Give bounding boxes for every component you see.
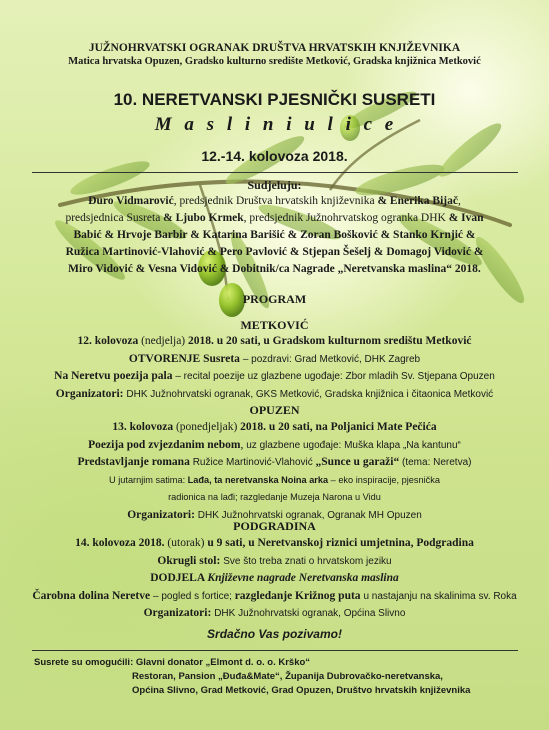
program-line-run: Književne nagrade [207, 572, 299, 584]
program-line [0, 332, 549, 350]
closing-invitation: Srdačno Vas pozivamo! [207, 627, 342, 641]
event-subtitle: M a s l i n i u l i c e [154, 114, 395, 135]
program-line-run: Okrugli stol: [157, 554, 224, 567]
program-line-run: Predstavljanje romana [77, 456, 193, 468]
participants-heading: Sudjeluju: [247, 178, 302, 192]
program-line-run: 2018. u 20 sati, u Gradskom kulturnom središtu Metković [188, 335, 472, 347]
program-line [0, 436, 549, 454]
program-line-run: (ponedjeljak) [175, 421, 241, 433]
participants-line-run: , predsjednik Društva hrvatskih književnika [173, 195, 378, 207]
participants-line [0, 193, 549, 210]
program-line-run: „Sunce u garaži“ [315, 456, 400, 468]
participants-line [0, 244, 549, 261]
sponsors-line-3: Općina Slivno, Grad Metković, Grad Opuzen, Društvo hrvatskih književnika [132, 685, 471, 696]
program-line-run: uz glazbene ugođaje: Muška klapa „Na kantunu“ [246, 439, 461, 451]
program-line-run: – pogled s fortice; [152, 590, 235, 602]
program-line [0, 453, 549, 471]
program-line-run: Neretvanska maslina [298, 572, 399, 584]
program-line-run: Na Neretvu poezija pala [54, 370, 176, 382]
program-line-run: u nastajanju na skalinima sv. Roka [363, 590, 517, 602]
section-place-podgradina: PODGRADINA [233, 519, 316, 533]
event-dates: 12.-14. kolovoza 2018. [201, 148, 348, 164]
program-line [0, 471, 549, 489]
program-line [0, 385, 549, 403]
divider-bottom [32, 650, 518, 651]
program-line-run: Organizatori: [127, 508, 198, 521]
program-line-run: (utorak) [167, 537, 208, 549]
program-line [0, 488, 549, 506]
section-opuzen [0, 418, 549, 523]
participants-line [0, 227, 549, 244]
participants-line [0, 261, 549, 278]
section-metkovic [0, 332, 549, 402]
program-line-run: (tema: Neretva) [399, 457, 472, 468]
program-line-run: – eko inspiracije, pjesnička [328, 474, 440, 485]
program-line-run: 14. kolovoza 2018. [75, 537, 168, 549]
participants-line-run: & Ljubo Krmek [163, 212, 244, 224]
participants-line-run: Đuro Vidmarović [88, 195, 174, 207]
participants-line-run: & Ivan [448, 212, 484, 224]
participants-line [0, 210, 549, 227]
section-place-metkovic: METKOVIĆ [240, 318, 309, 332]
participants-line-run: & Enerika Bijač [377, 195, 458, 207]
program-line-run: Poezija pod zvjezdanim nebom [88, 438, 241, 451]
program-line-run: U jutarnjim satima: [109, 474, 188, 485]
program-line-run: OTVORENJE Susreta [128, 352, 243, 365]
program-line-run: u 9 sati, u Neretvanskoj riznici umjetnina, Podgradina [207, 537, 474, 549]
sponsors-line-1: Susrete su omogućili: Glavni donator „Elmont d. o. o. Krško“ [34, 657, 311, 668]
program-line-run: DODJELA [150, 572, 208, 584]
program-line-run: DHK Južnohrvatski ogranak, Općina Slivno [214, 608, 406, 619]
program-line-run: Organizatori: [55, 387, 127, 400]
program-line-run: , [240, 438, 247, 451]
participants-line-run: , predsjednik Južnohrvatskog ogranka DHK [243, 212, 449, 224]
participants-line-run: predsjednica Susreta [65, 212, 164, 224]
program-line-run: 12. kolovoza [77, 335, 142, 347]
sponsors-line-2: Restoran, Pansion „Đuđa&Mate“, Županija Dubrovačko-neretvanska, [132, 671, 443, 682]
program-line-run: Organizatori: [143, 607, 215, 619]
program-line [0, 552, 549, 570]
divider-top [32, 172, 518, 173]
program-line-run: Čarobna dolina Neretve [32, 589, 153, 602]
program-line-run: razgledanje Križnog puta [234, 589, 364, 602]
participants-line-run: Babić & Hrvoje Barbir & Katarina Barišić & Zoran Bošković & Stanko Krnjić & [73, 229, 476, 241]
program-line-run: Sve što treba znati o hrvatskom jeziku [223, 555, 392, 567]
program-line [0, 350, 549, 368]
participants-list [0, 193, 549, 278]
program-heading: PROGRAM [242, 292, 307, 306]
program-line-run: DHK Južnohrvatski ogranak, Ogranak MH Opuzen [197, 509, 422, 521]
program-line-run: DHK Južnohrvatski ogranak, GKS Metković, Gradska knjižnica i čitaonica Metković [126, 388, 494, 400]
section-podgradina [0, 534, 549, 622]
program-line-run: 2018. u 20 sati, na Poljanici Mate Pečića [240, 421, 437, 433]
org-line-2: Matica hrvatska Opuzen, Gradsko kulturno središte Metković, Gradska knjižnica Metković [68, 56, 481, 67]
program-line-run: (nedjelja) [141, 335, 189, 347]
participants-line-run: Ružica Martinović-Vlahović & Pero Pavlović & Stjepan Šešelj & Domagoj Vidović & [65, 246, 484, 258]
participants-line-run: , [457, 195, 461, 207]
program-line-run: Lađa, ta neretvanska Noina arka [187, 474, 329, 485]
participants-line-run: Miro Vidović & Vesna Vidović & Dobitnik/ca Nagrade „Neretvanska maslina“ 2018. [68, 263, 481, 275]
program-line-run: 13. kolovoza [112, 421, 176, 433]
org-line-1: JUŽNOHRVATSKI OGRANAK DRUŠTVA HRVATSKIH KNJIŽEVNIKA [88, 42, 461, 54]
program-line [0, 534, 549, 552]
program-line [0, 418, 549, 436]
program-line [0, 604, 549, 622]
section-place-opuzen: OPUZEN [249, 403, 300, 417]
program-line-run: Ružice Martinović-Vlahović [192, 457, 316, 468]
program-line [0, 569, 549, 587]
program-line [0, 367, 549, 385]
program-line-run: – recital poezije uz glazbene ugođaje: Zbor mladih Sv. Stjepana Opuzen [175, 371, 495, 382]
program-line-run: – pozdravi: Grad Metković, DHK Zagreb [242, 353, 421, 365]
program-line [0, 587, 549, 605]
event-title: 10. NERETVANSKI PJESNIČKI SUSRETI [113, 90, 436, 109]
program-line-run: radionica na lađi; razgledanje Muzeja Narona u Vidu [168, 492, 381, 502]
